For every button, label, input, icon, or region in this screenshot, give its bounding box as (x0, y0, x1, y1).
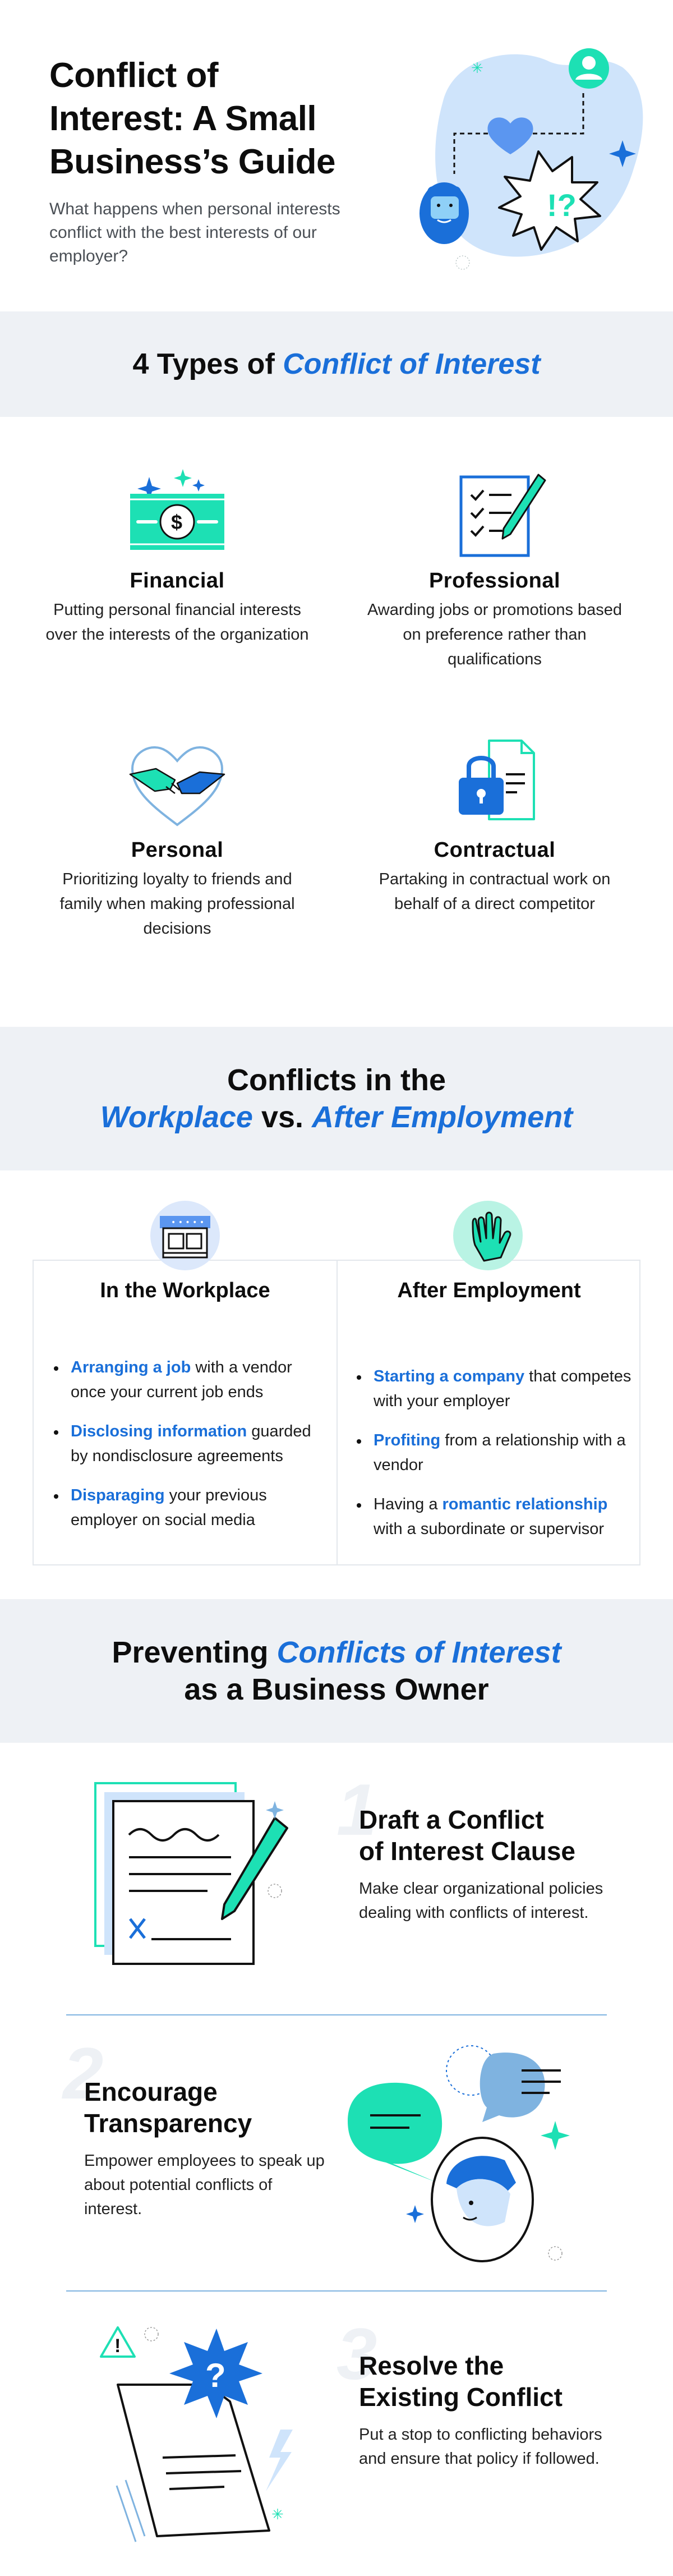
svg-text:$: $ (171, 511, 183, 534)
lock-document-icon (439, 735, 551, 830)
type-name-contractual: Contractual (434, 838, 556, 862)
step-1-title: Draft a Conflict of Interest Clause (359, 1805, 575, 1866)
step-2-title: Encourage Transparency (84, 2077, 252, 2138)
type-desc-financial: Putting personal financial interests over the interests of the organization (45, 601, 309, 644)
type-desc-professional: Awarding jobs or promotions based on preference rather than qualifications (367, 601, 623, 668)
workplace-section-title: Conflicts in the Workplace vs. After Employment (100, 1063, 573, 1134)
step-3-title: Resolve the Existing Conflict (359, 2351, 563, 2412)
money-icon (121, 466, 233, 561)
list-item: Disclosing information guarded by nondisclosure agreements (54, 1419, 323, 1468)
svg-text:?: ? (205, 2357, 226, 2394)
types-section-title: 4 Types of Conflict of Interest (132, 348, 541, 380)
type-card-contractual (360, 735, 629, 916)
type-desc-contractual: Partaking in contractual work on behalf of a direct competitor (379, 870, 611, 913)
step-1-description: Make clear organizational policies dealing with conflicts of interest. (359, 1880, 603, 1922)
step-1 (359, 1804, 623, 1925)
list-item: Profiting from a relationship with a vendor (357, 1428, 631, 1477)
type-card-professional (360, 466, 629, 672)
workplace-list (54, 1355, 323, 1547)
title-line-1: Conflict of (49, 56, 218, 95)
types-section-header (0, 311, 673, 417)
svg-text:✳: ✳ (471, 60, 483, 77)
type-name-professional: Professional (428, 569, 561, 593)
title-line-3: Business’s Guide (49, 143, 335, 181)
workplace-column-header: In the Workplace (34, 1276, 336, 1305)
hero-illustration (409, 39, 656, 286)
step-number-2: 2 (63, 2032, 104, 2114)
step-3-description: Put a stop to conflicting behaviors and ensure that policy if followed. (359, 2426, 602, 2468)
step-3 (359, 2350, 623, 2471)
step-separator (66, 2290, 607, 2292)
exclamation-question-mark: !? (547, 187, 577, 223)
after-employment-list (357, 1364, 631, 1556)
step-2-description: Empower employees to speak up about potential conflicts of interest. (84, 2152, 325, 2218)
list-item: Starting a company that competes with your employer (357, 1364, 631, 1413)
step-separator (66, 2014, 607, 2015)
step-number-1: 1 (336, 1769, 377, 1851)
storefront-icon (149, 1199, 222, 1272)
list-item: Arranging a job with a vendor once your current job ends (54, 1355, 323, 1404)
type-card-financial (43, 466, 312, 647)
workplace-section-header (0, 1027, 673, 1170)
type-desc-personal: Prioritizing loyalty to friends and family when making professional decisions (59, 870, 295, 938)
svg-text:• • • • •: • • • • • (171, 1218, 205, 1227)
svg-text:!: ! (114, 2335, 121, 2357)
checklist-icon (439, 466, 551, 561)
contract-clause-illustration (84, 1779, 308, 1969)
title-line-2: Interest: A Small (49, 99, 317, 138)
handshake-heart-icon (121, 735, 233, 830)
resolve-conflict-illustration (84, 2317, 320, 2553)
prevent-section-header (0, 1599, 673, 1743)
types-title-accent: Conflict of Interest (283, 348, 541, 380)
type-name-personal: Personal (131, 838, 224, 862)
workplace-comparison-table (33, 1218, 640, 1565)
list-item: Having a romantic relationship with a subordinate or supervisor (357, 1492, 631, 1541)
prevent-section-title: Preventing Conflicts of Interest as a Business Owner (112, 1636, 561, 1706)
glove-hand-icon (451, 1199, 524, 1272)
type-card-personal (43, 735, 312, 941)
page-title (49, 54, 397, 183)
transparency-illustration (336, 2037, 583, 2272)
user-avatar-icon (569, 48, 609, 89)
column-divider (336, 1261, 338, 1564)
bearded-man-icon (420, 182, 469, 244)
svg-text:✳: ✳ (271, 2506, 284, 2523)
step-2 (84, 2076, 331, 2221)
after-employment-column-header: After Employment (338, 1276, 640, 1305)
step-number-3: 3 (336, 2313, 377, 2395)
hero-section (0, 0, 673, 311)
type-name-financial: Financial (130, 569, 225, 593)
page-subtitle: What happens when personal interests conflict with the best interests of our employer? (49, 200, 340, 265)
list-item: Disparaging your previous employer on social media (54, 1483, 323, 1532)
warning-icon (101, 2327, 135, 2357)
